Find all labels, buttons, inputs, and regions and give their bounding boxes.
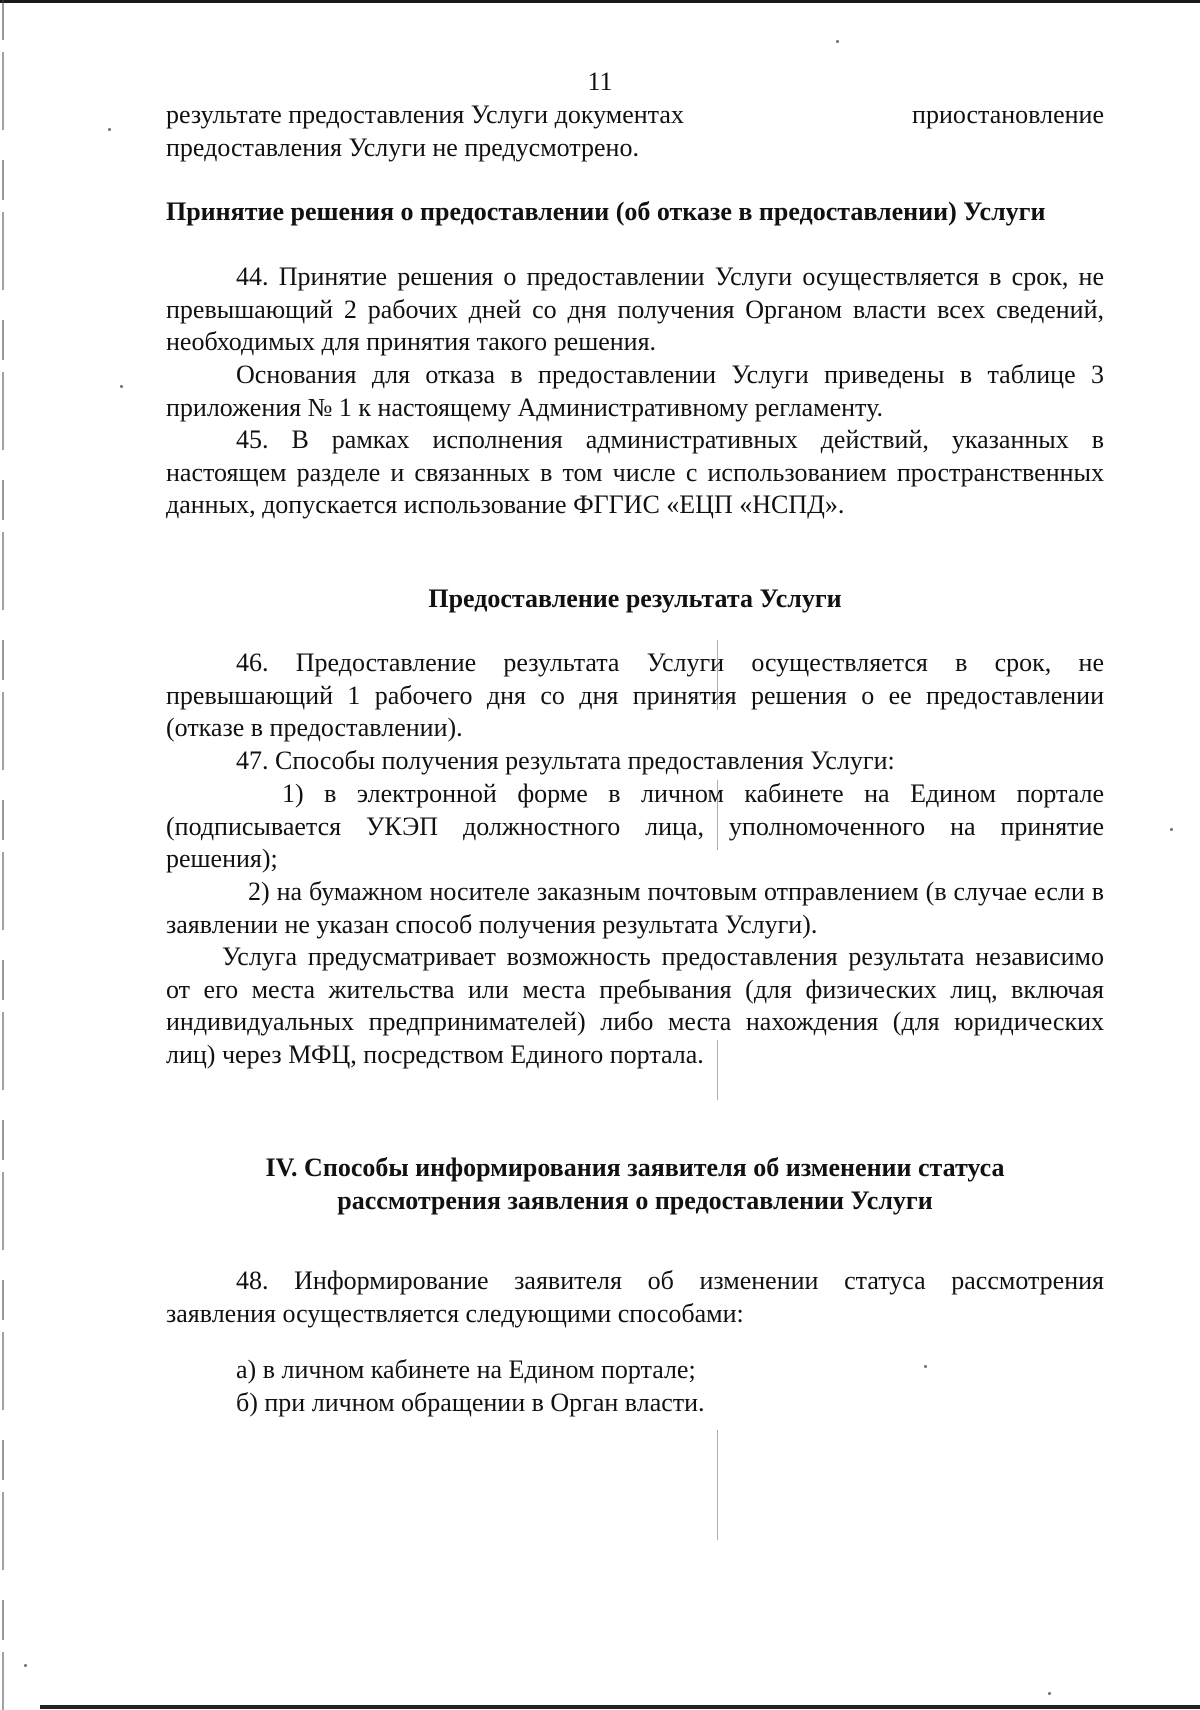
- continuation-text-right: приостановление: [912, 100, 1104, 129]
- list-item-paper: 2) на бумажном носителе заказным почтовым отправлением (в случае если в заявлении не указан способ получения результата Услуги).: [166, 877, 1104, 939]
- scan-speck: [1170, 828, 1173, 831]
- list-item-a: а) в личном кабинете на Едином портале;: [236, 1355, 696, 1384]
- list-item-b: б) при личном обращении в Орган власти.: [236, 1388, 705, 1417]
- paragraph-48: 48. Информирование заявителя об изменении статуса рассмотрения заявления осуществляется следующими способами:: [166, 1266, 1104, 1328]
- continuation-text-left: результате предоставления Услуги документах: [166, 100, 684, 129]
- scan-speck: [1048, 1692, 1051, 1695]
- continuation-paragraph: [166, 99, 1104, 164]
- scan-edge-top: [0, 0, 1200, 3]
- paragraph-47: 47. Способы получения результата предоставления Услуги:: [236, 746, 895, 775]
- paragraph-extraterritorial: Услуга предусматривает возможность предоставления результата независимо от его места жительства или места пребывания (для физических лиц, включая индивидуальных предпринимателей) либо места нахождения (для юридических лиц) через МФЦ, посредством Единого портала.: [166, 942, 1104, 1069]
- paragraph-44: 44. Принятие решения о предоставлении Услуги осуществляется в срок, не превышающий 2 рабочих дней со дня получения Органом власти всех сведений, необходимых для принятия такого решения.: [166, 262, 1104, 356]
- scan-speck: [24, 1664, 27, 1667]
- section-heading-iv-line2: рассмотрения заявления о предоставлении Услуги: [337, 1185, 933, 1215]
- page-number: 11: [587, 67, 613, 96]
- scan-edge-left: [2, 0, 4, 1710]
- paragraph-46: 46. Предоставление результата Услуги осуществляется в срок, не превышающий 1 рабочего дня со дня принятия решения о ее предоставлении (отказе в предоставлении).: [166, 648, 1104, 742]
- section-heading-iv-line1: IV. Способы информирования заявителя об изменении статуса: [265, 1153, 1005, 1182]
- scan-speck: [120, 385, 123, 388]
- paragraph-refusal-grounds: Основания для отказа в предоставлении Услуги приведены в таблице 3 приложения № 1 к настоящему Административному регламенту.: [166, 360, 1104, 422]
- section-heading-iv: [166, 1152, 1104, 1217]
- fold-line: [717, 1430, 718, 1540]
- section-heading-decision: Принятие решения о предоставлении (об отказе в предоставлении) Услуги: [166, 197, 1046, 226]
- scan-speck: [108, 128, 111, 131]
- continuation-line: [166, 99, 1104, 132]
- scan-speck: [836, 40, 839, 43]
- continuation-text-end: предоставления Услуги не предусмотрено.: [166, 132, 639, 162]
- list-item-electronic: 1) в электронной форме в личном кабинете на Едином портале (подписывается УКЭП должностного лица, уполномоченного на принятие решения);: [166, 779, 1104, 873]
- paragraph-45: 45. В рамках исполнения административных действий, указанных в настоящем разделе и связанных в том числе с использованием пространственных данных, допускается использование ФГГИС «ЕЦП «НСПД».: [166, 425, 1104, 519]
- scan-edge-bottom: [40, 1705, 1200, 1709]
- section-heading-result: Предоставление результата Услуги: [428, 584, 842, 613]
